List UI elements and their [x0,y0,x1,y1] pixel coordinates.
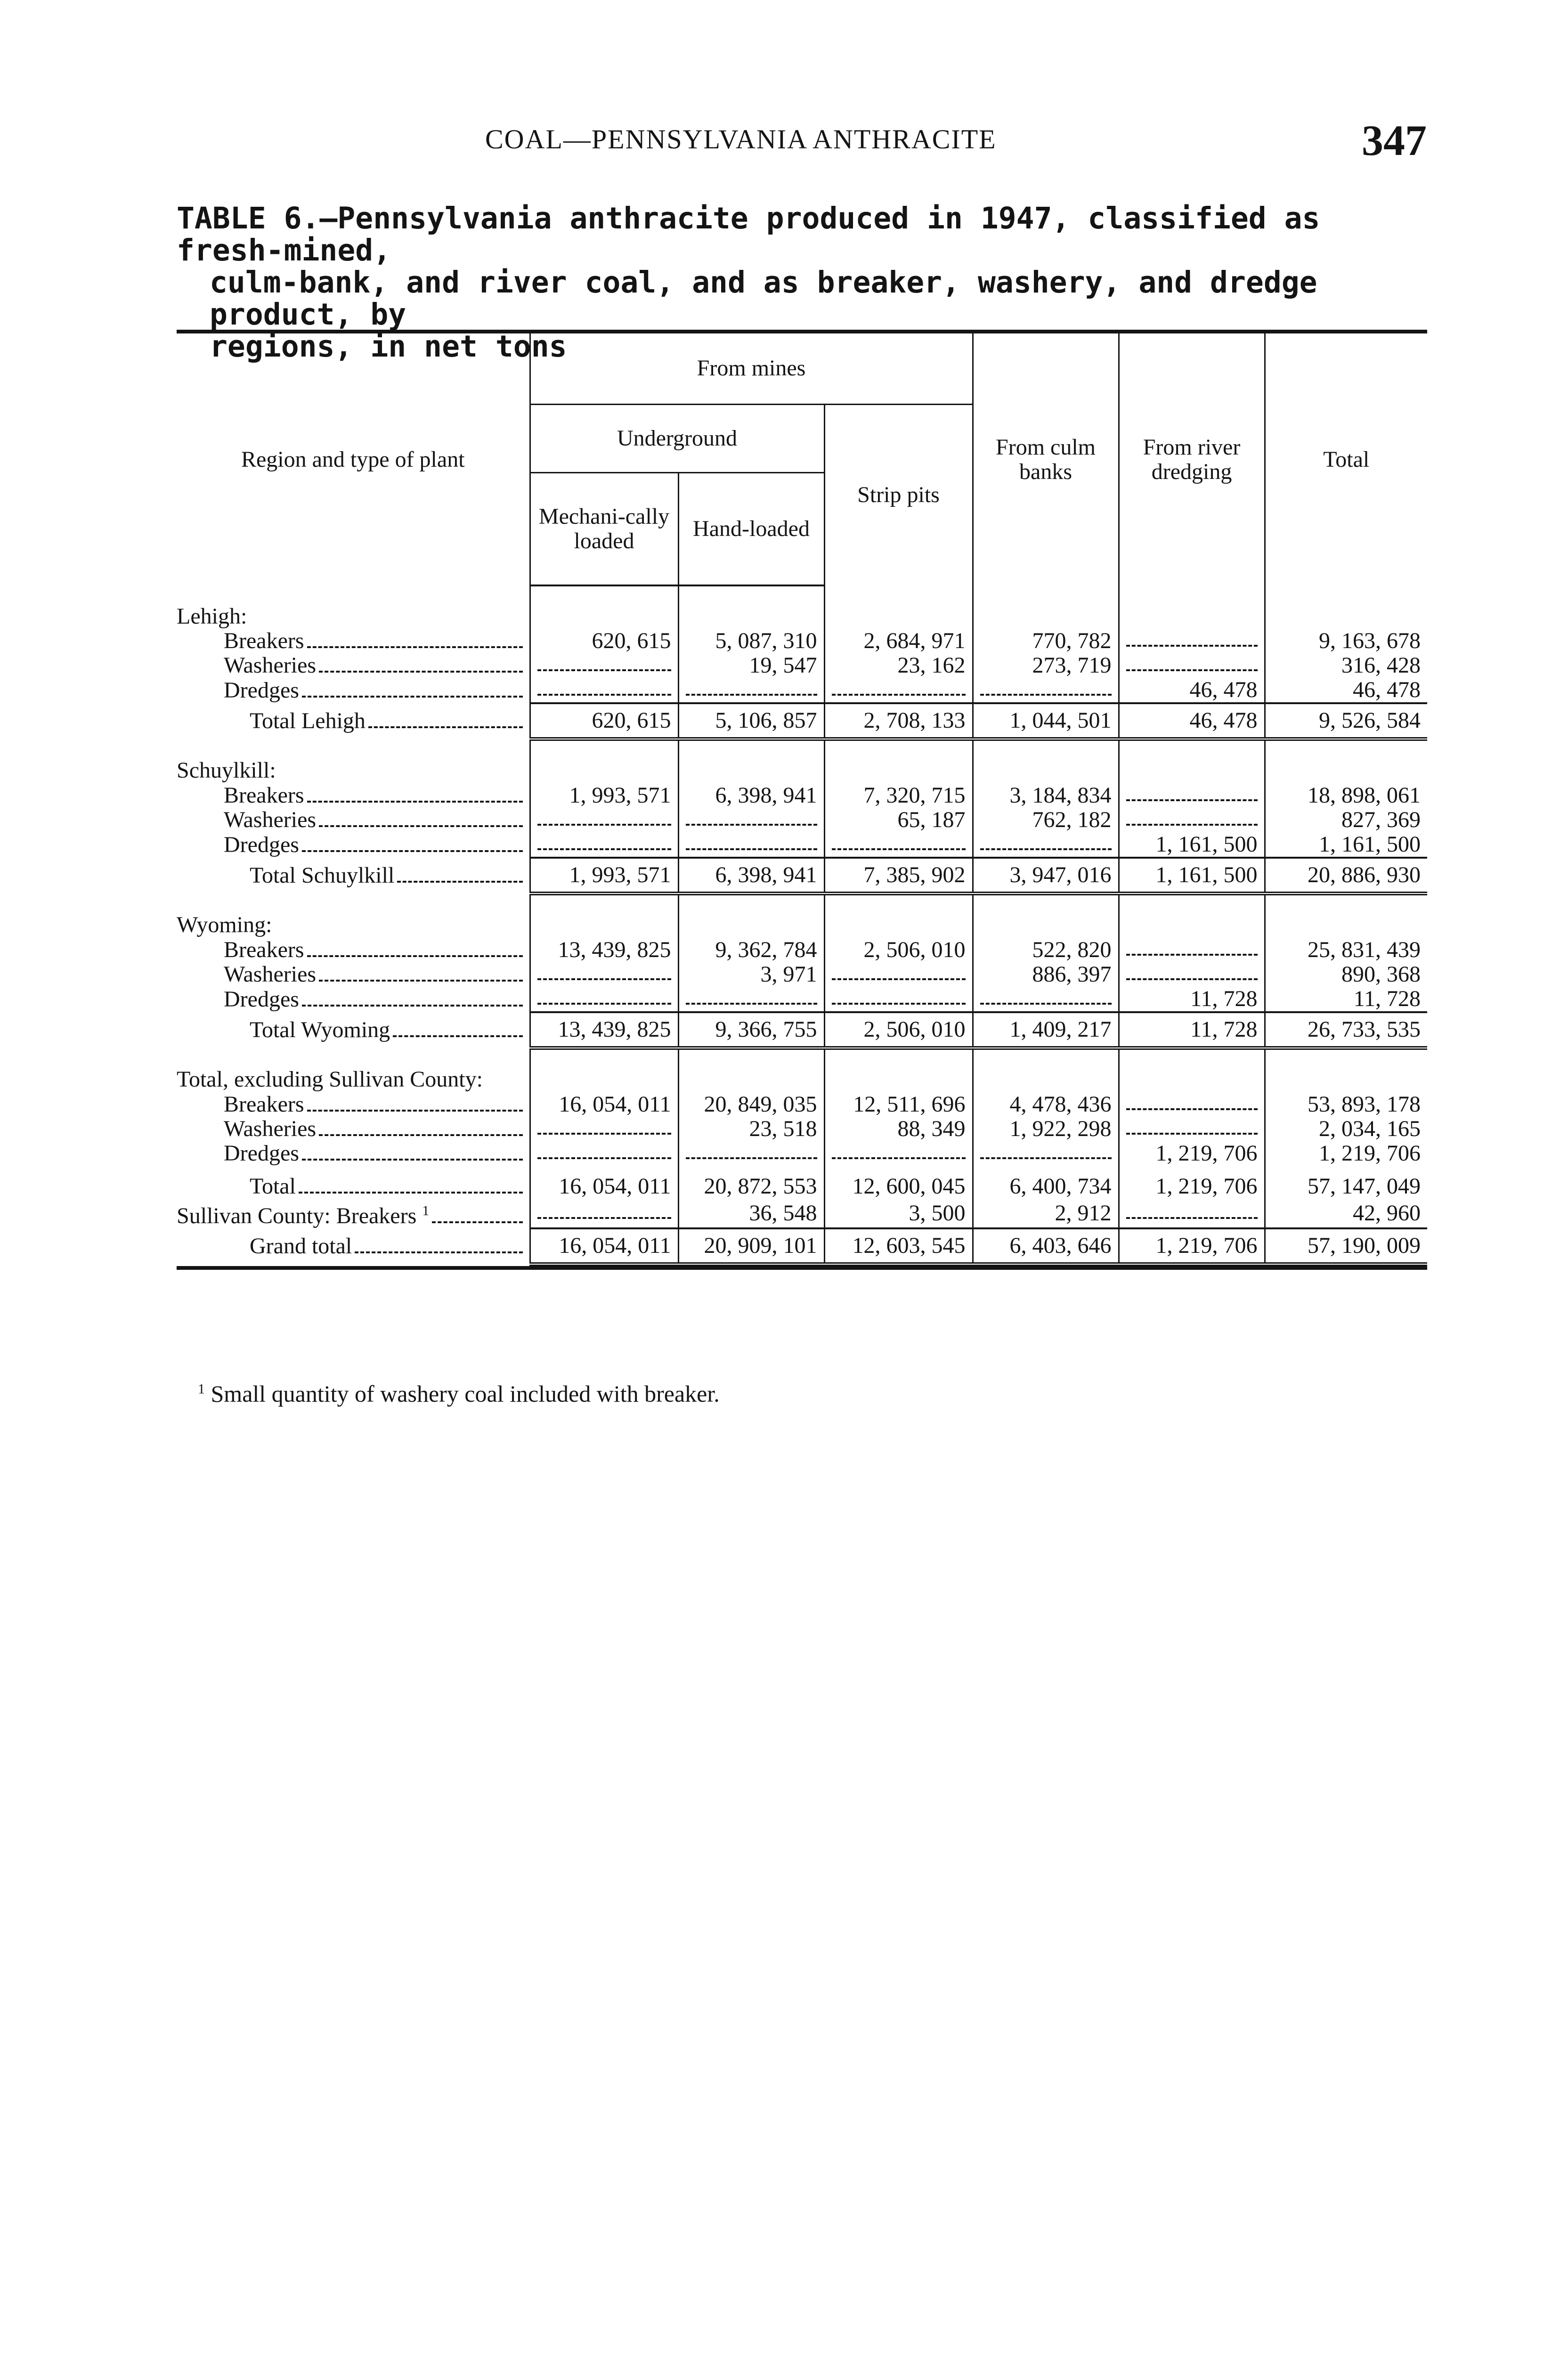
row-label: Breakers [224,629,304,653]
cell: 46, 478 [1265,678,1427,703]
cell [1119,1092,1265,1117]
cell [1119,1117,1265,1141]
group-heading: Total, excluding Sullivan County: [177,1067,483,1092]
cell: 762, 182 [973,808,1119,832]
empty-cell-leader [537,1119,671,1135]
cell: 11, 728 [1119,1012,1265,1048]
cell: 3, 947, 016 [973,858,1119,893]
cell: 12, 511, 696 [824,1092,973,1117]
row-label: Breakers [224,1092,304,1117]
cell: 1, 409, 217 [973,1012,1119,1048]
row-label: Total Wyoming [250,1017,390,1042]
cell: 1, 219, 706 [1119,1228,1265,1264]
cell: 1, 219, 706 [1119,1166,1265,1199]
cell: 7, 385, 902 [824,858,973,893]
empty-cell-leader [980,834,1112,850]
cell: 7, 320, 715 [824,783,973,808]
cell [530,962,678,987]
cell: 25, 831, 439 [1265,938,1427,962]
row-label: Washeries [224,808,317,832]
cell [824,832,973,858]
cell [530,653,678,678]
cell [530,987,678,1012]
row-label: Total Lehigh [250,708,366,733]
cell: 620, 615 [530,703,678,739]
col-header-strip-pits: Strip pits [824,404,973,585]
cell: 5, 087, 310 [678,629,824,653]
cell: 770, 782 [973,629,1119,653]
empty-cell-leader [537,810,671,826]
cell [530,1199,678,1228]
table-row [177,962,1427,987]
cell: 11, 728 [1265,987,1427,1012]
table-row [177,938,1427,962]
empty-cell-leader [832,989,966,1005]
cell: 1, 044, 501 [973,703,1119,739]
empty-cell-leader [537,964,671,980]
cell: 20, 886, 930 [1265,858,1427,893]
cell [1119,938,1265,962]
cell: 2, 708, 133 [824,703,973,739]
footnote-mark: 1 [198,1381,205,1397]
cell [973,987,1119,1012]
cell: 13, 439, 825 [530,1012,678,1048]
cell: 13, 439, 825 [530,938,678,962]
empty-cell-leader [980,989,1112,1005]
cell: 16, 054, 011 [530,1092,678,1117]
cell: 522, 820 [973,938,1119,962]
cell: 1, 993, 571 [530,858,678,893]
cell [824,987,973,1012]
table-row [177,832,1427,858]
empty-cell-leader [980,1143,1112,1159]
row-label: Dredges [224,678,299,703]
cell: 5, 106, 857 [678,703,824,739]
empty-cell-leader [537,1203,671,1219]
empty-cell-leader [537,1143,671,1159]
empty-cell-leader [537,680,671,696]
cell: 23, 162 [824,653,973,678]
cell: 3, 971 [678,962,824,987]
row-label: Sullivan County: Breakers [177,1203,417,1228]
table-row [177,1117,1427,1141]
footnote-text: Small quantity of washery coal included with breaker. [211,1381,720,1407]
table-row [177,783,1427,808]
table-row-total [177,1166,1427,1199]
caption-line-2: culm-bank, and river coal, and as breaker, washery, and dredge product, by [210,265,1317,332]
cell [1119,653,1265,678]
empty-cell-leader [980,680,1112,696]
empty-cell-leader [832,1143,966,1159]
table-row [177,629,1427,653]
empty-cell-leader [1126,964,1258,980]
cell [678,1141,824,1166]
cell [1119,962,1265,987]
table-row [177,1199,1427,1228]
cell: 3, 500 [824,1199,973,1228]
cell [973,832,1119,858]
col-header-region: Region and type of plant [241,447,465,472]
cell: 620, 615 [530,629,678,653]
group-heading: Schuylkill: [177,758,276,783]
cell [973,678,1119,703]
empty-cell-leader [1126,785,1258,801]
empty-cell-leader [686,1143,817,1159]
row-label: Grand total [250,1234,352,1259]
table-row [177,1092,1427,1117]
cell [678,987,824,1012]
empty-cell-leader [1126,940,1258,956]
cell: 2, 912 [973,1199,1119,1228]
row-label: Total Schuylkill [250,863,395,888]
cell: 18, 898, 061 [1265,783,1427,808]
cell [530,808,678,832]
cell: 12, 600, 045 [824,1166,973,1199]
col-header-from-mines: From mines [530,333,973,404]
cell: 4, 478, 436 [973,1092,1119,1117]
cell [1119,808,1265,832]
cell: 1, 161, 500 [1265,832,1427,858]
row-label: Breakers [224,783,304,808]
cell: 57, 190, 009 [1265,1228,1427,1264]
cell: 6, 398, 941 [678,858,824,893]
cell: 20, 872, 553 [678,1166,824,1199]
cell: 20, 909, 101 [678,1228,824,1264]
col-header-mechanically-loaded: Mechani-cally loaded [530,472,678,585]
cell: 42, 960 [1265,1199,1427,1228]
footnote [198,1380,720,1407]
cell: 88, 349 [824,1117,973,1141]
cell: 1, 922, 298 [973,1117,1119,1141]
production-table [177,330,1427,1270]
table-row-grand-total [177,1228,1427,1264]
cell: 16, 054, 011 [530,1228,678,1264]
cell: 827, 369 [1265,808,1427,832]
cell [678,832,824,858]
cell [678,678,824,703]
cell: 11, 728 [1119,987,1265,1012]
cell: 9, 366, 755 [678,1012,824,1048]
cell [824,1141,973,1166]
col-header-total: Total [1265,333,1427,585]
row-label: Dredges [224,987,299,1012]
cell: 19, 547 [678,653,824,678]
cell: 1, 161, 500 [1119,858,1265,893]
empty-cell-leader [537,655,671,671]
empty-cell-leader [1126,1203,1258,1219]
col-header-underground: Underground [530,404,824,472]
empty-cell-leader [686,989,817,1005]
cell [678,808,824,832]
cell: 1, 993, 571 [530,783,678,808]
empty-cell-leader [832,680,966,696]
row-label: Washeries [224,962,317,987]
empty-cell-leader [686,834,817,850]
row-label: Breakers [224,938,304,962]
col-header-culm-banks: From culm banks [973,333,1119,585]
empty-cell-leader [832,834,966,850]
row-label: Washeries [224,1117,317,1141]
table-row-total [177,703,1427,739]
cell: 1, 219, 706 [1265,1141,1427,1166]
row-label: Dredges [224,832,299,857]
cell: 65, 187 [824,808,973,832]
cell: 2, 034, 165 [1265,1117,1427,1141]
cell: 46, 478 [1119,703,1265,739]
cell: 2, 506, 010 [824,1012,973,1048]
cell: 6, 398, 941 [678,783,824,808]
cell: 2, 506, 010 [824,938,973,962]
cell: 6, 400, 734 [973,1166,1119,1199]
col-header-hand-loaded: Hand-loaded [678,472,824,585]
cell: 16, 054, 011 [530,1166,678,1199]
cell: 57, 147, 049 [1265,1166,1427,1199]
empty-cell-leader [537,834,671,850]
cell [1119,783,1265,808]
cell: 23, 518 [678,1117,824,1141]
caption-line-1: TABLE 6.—Pennsylvania anthracite produced in 1947, classified as fresh-mined, [177,201,1320,268]
table-row-total [177,1012,1427,1048]
row-label: Total [250,1174,296,1199]
cell: 36, 548 [678,1199,824,1228]
empty-cell-leader [832,964,966,980]
col-header-river-dredging: From river dredging [1119,333,1265,585]
group-heading: Wyoming: [177,912,272,937]
group-heading: Lehigh: [177,604,247,629]
cell: 886, 397 [973,962,1119,987]
cell [530,678,678,703]
cell [530,832,678,858]
table-row [177,808,1427,832]
cell: 273, 719 [973,653,1119,678]
cell [824,678,973,703]
cell: 12, 603, 545 [824,1228,973,1264]
cell: 1, 219, 706 [1119,1141,1265,1166]
table-row [177,678,1427,703]
row-label: Dredges [224,1141,299,1166]
cell: 6, 403, 646 [973,1228,1119,1264]
empty-cell-leader [1126,631,1258,647]
table-row-total [177,858,1427,893]
empty-cell-leader [537,989,671,1005]
empty-cell-leader [1126,655,1258,671]
empty-cell-leader [686,810,817,826]
cell [530,1141,678,1166]
empty-cell-leader [1126,1119,1258,1135]
cell: 20, 849, 035 [678,1092,824,1117]
empty-cell-leader [1126,1094,1258,1110]
table-row [177,653,1427,678]
cell: 316, 428 [1265,653,1427,678]
table-row [177,1141,1427,1166]
cell: 3, 184, 834 [973,783,1119,808]
cell: 2, 684, 971 [824,629,973,653]
caption-line-3: regions, in net tons [210,329,567,364]
empty-cell-leader [686,680,817,696]
page-number: 347 [1362,116,1427,164]
cell: 26, 733, 535 [1265,1012,1427,1048]
cell: 9, 362, 784 [678,938,824,962]
cell: 9, 163, 678 [1265,629,1427,653]
cell [530,1117,678,1141]
footnote-mark: 1 [422,1203,430,1218]
cell [973,1141,1119,1166]
running-head: COAL—PENNSYLVANIA ANTHRACITE [485,124,997,154]
cell: 9, 526, 584 [1265,703,1427,739]
cell [824,962,973,987]
cell: 1, 161, 500 [1119,832,1265,858]
empty-cell-leader [1126,810,1258,826]
row-label: Washeries [224,653,317,678]
table-row [177,987,1427,1012]
cell [1119,1199,1265,1228]
cell: 890, 368 [1265,962,1427,987]
cell: 53, 893, 178 [1265,1092,1427,1117]
cell: 46, 478 [1119,678,1265,703]
cell [1119,629,1265,653]
